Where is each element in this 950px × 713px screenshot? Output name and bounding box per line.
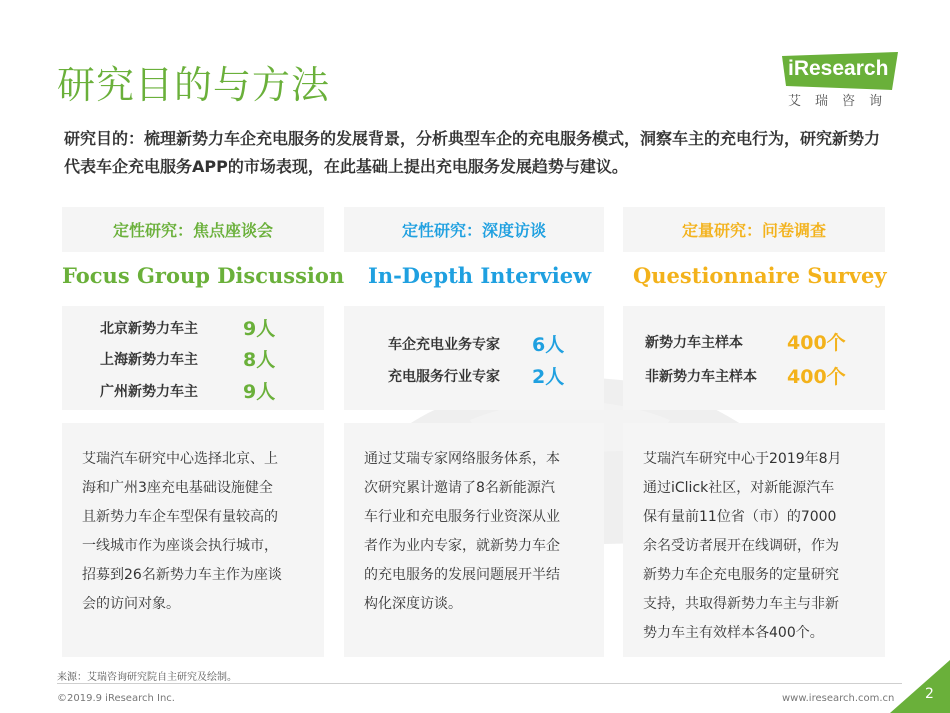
desc-box-survey	[623, 423, 885, 657]
stat-value: 8人	[243, 349, 276, 371]
desc-line: 的充电服务的发展问题展开半结	[364, 567, 560, 583]
page-title: 研究目的与方法	[57, 63, 331, 107]
stat-value: 400个	[787, 332, 846, 354]
stat-box-focus-group	[62, 306, 324, 410]
desc-line: 余名受访者展开在线调研，作为	[643, 538, 839, 554]
stat-value: 9人	[243, 318, 276, 340]
source-note: 来源：艾瑞咨询研究院自主研究及绘制。	[57, 672, 237, 683]
desc-line: 构化深度访谈。	[364, 596, 462, 612]
stat-value: 9人	[243, 381, 276, 403]
col-head-interview: 定性研究：深度访谈	[344, 207, 604, 252]
corner-triangle-icon	[880, 660, 950, 713]
desc-line: 支持，共取得新势力车主与非新	[643, 596, 839, 612]
desc-line: 新势力车企充电服务的定量研究	[643, 567, 839, 583]
stat-row	[62, 377, 275, 404]
col-en-focus-group: Focus Group Discussion	[62, 263, 345, 288]
stat-label: 广州新势力车主	[100, 383, 198, 400]
footer-divider	[57, 683, 902, 684]
desc-box-interview	[344, 423, 604, 657]
col-en-survey: Questionnaire Survey	[633, 263, 887, 288]
desc-line: 招募到26名新势力车主作为座谈	[82, 567, 282, 583]
desc-line: 者作为业内专家，就新势力车企	[364, 538, 560, 554]
desc-line: 通过艾瑞专家网络服务体系，本	[364, 451, 560, 467]
desc-text	[643, 445, 842, 648]
stat-box-survey	[623, 306, 885, 410]
desc-line: 车行业和充电服务行业资深从业	[364, 509, 560, 525]
stat-value: 6人	[532, 334, 565, 356]
desc-line: 通过iClick社区，对新能源汽车	[643, 480, 835, 496]
stat-label: 充电服务行业专家	[388, 368, 500, 385]
stat-row	[344, 362, 564, 389]
desc-line: 艾瑞汽车研究中心于2019年8月	[643, 451, 842, 467]
desc-text	[82, 445, 282, 619]
logo-wordmark: iResearch	[788, 57, 889, 80]
col-en-interview: In-Depth Interview	[368, 263, 592, 288]
desc-line: 会的访问对象。	[82, 596, 180, 612]
stat-row	[623, 328, 846, 355]
desc-line: 且新势力车企车型保有量较高的	[82, 509, 278, 525]
desc-line: 海和广州3座充电基础设施健全	[82, 480, 273, 496]
stat-box-interview	[344, 306, 604, 410]
stat-label: 新势力车主样本	[645, 334, 743, 351]
stat-label: 非新势力车主样本	[645, 368, 757, 385]
col-head-survey: 定量研究：问卷调查	[623, 207, 885, 252]
stat-label: 上海新势力车主	[100, 351, 198, 368]
col-head-focus-group: 定性研究：焦点座谈会	[62, 207, 324, 252]
stat-value: 2人	[532, 366, 565, 388]
desc-line: 势力车主有效样本各400个。	[643, 625, 824, 641]
desc-line: 次研究累计邀请了8名新能源汽	[364, 480, 555, 496]
stat-row	[623, 362, 846, 389]
research-purpose-text: 研究目的：梳理新势力车企充电服务的发展背景，分析典型车企的充电服务模式，洞察车主的充电行为，研究新势力代表车企充电服务APP的市场表现，在此基础上提出充电服务发展趋势与建议。	[64, 129, 881, 176]
stat-row	[62, 345, 275, 372]
desc-line: 保有量前11位省（市）的7000	[643, 509, 837, 525]
desc-line: 一线城市作为座谈会执行城市，	[82, 538, 278, 554]
stat-row	[344, 330, 564, 357]
stat-value: 400个	[787, 366, 846, 388]
desc-box-focus-group	[62, 423, 324, 657]
copyright: ©2019.9 iResearch Inc.	[57, 693, 175, 704]
iresearch-logo	[782, 50, 902, 110]
website-url: www.iresearch.com.cn	[782, 693, 895, 704]
stat-label: 车企充电业务专家	[388, 336, 500, 353]
stat-row	[62, 314, 275, 341]
stat-label: 北京新势力车主	[100, 320, 198, 337]
logo-subtitle: 艾瑞咨询	[788, 94, 897, 109]
desc-text	[364, 445, 560, 619]
page-number: 2	[925, 686, 934, 702]
desc-line: 艾瑞汽车研究中心选择北京、上	[82, 451, 278, 467]
